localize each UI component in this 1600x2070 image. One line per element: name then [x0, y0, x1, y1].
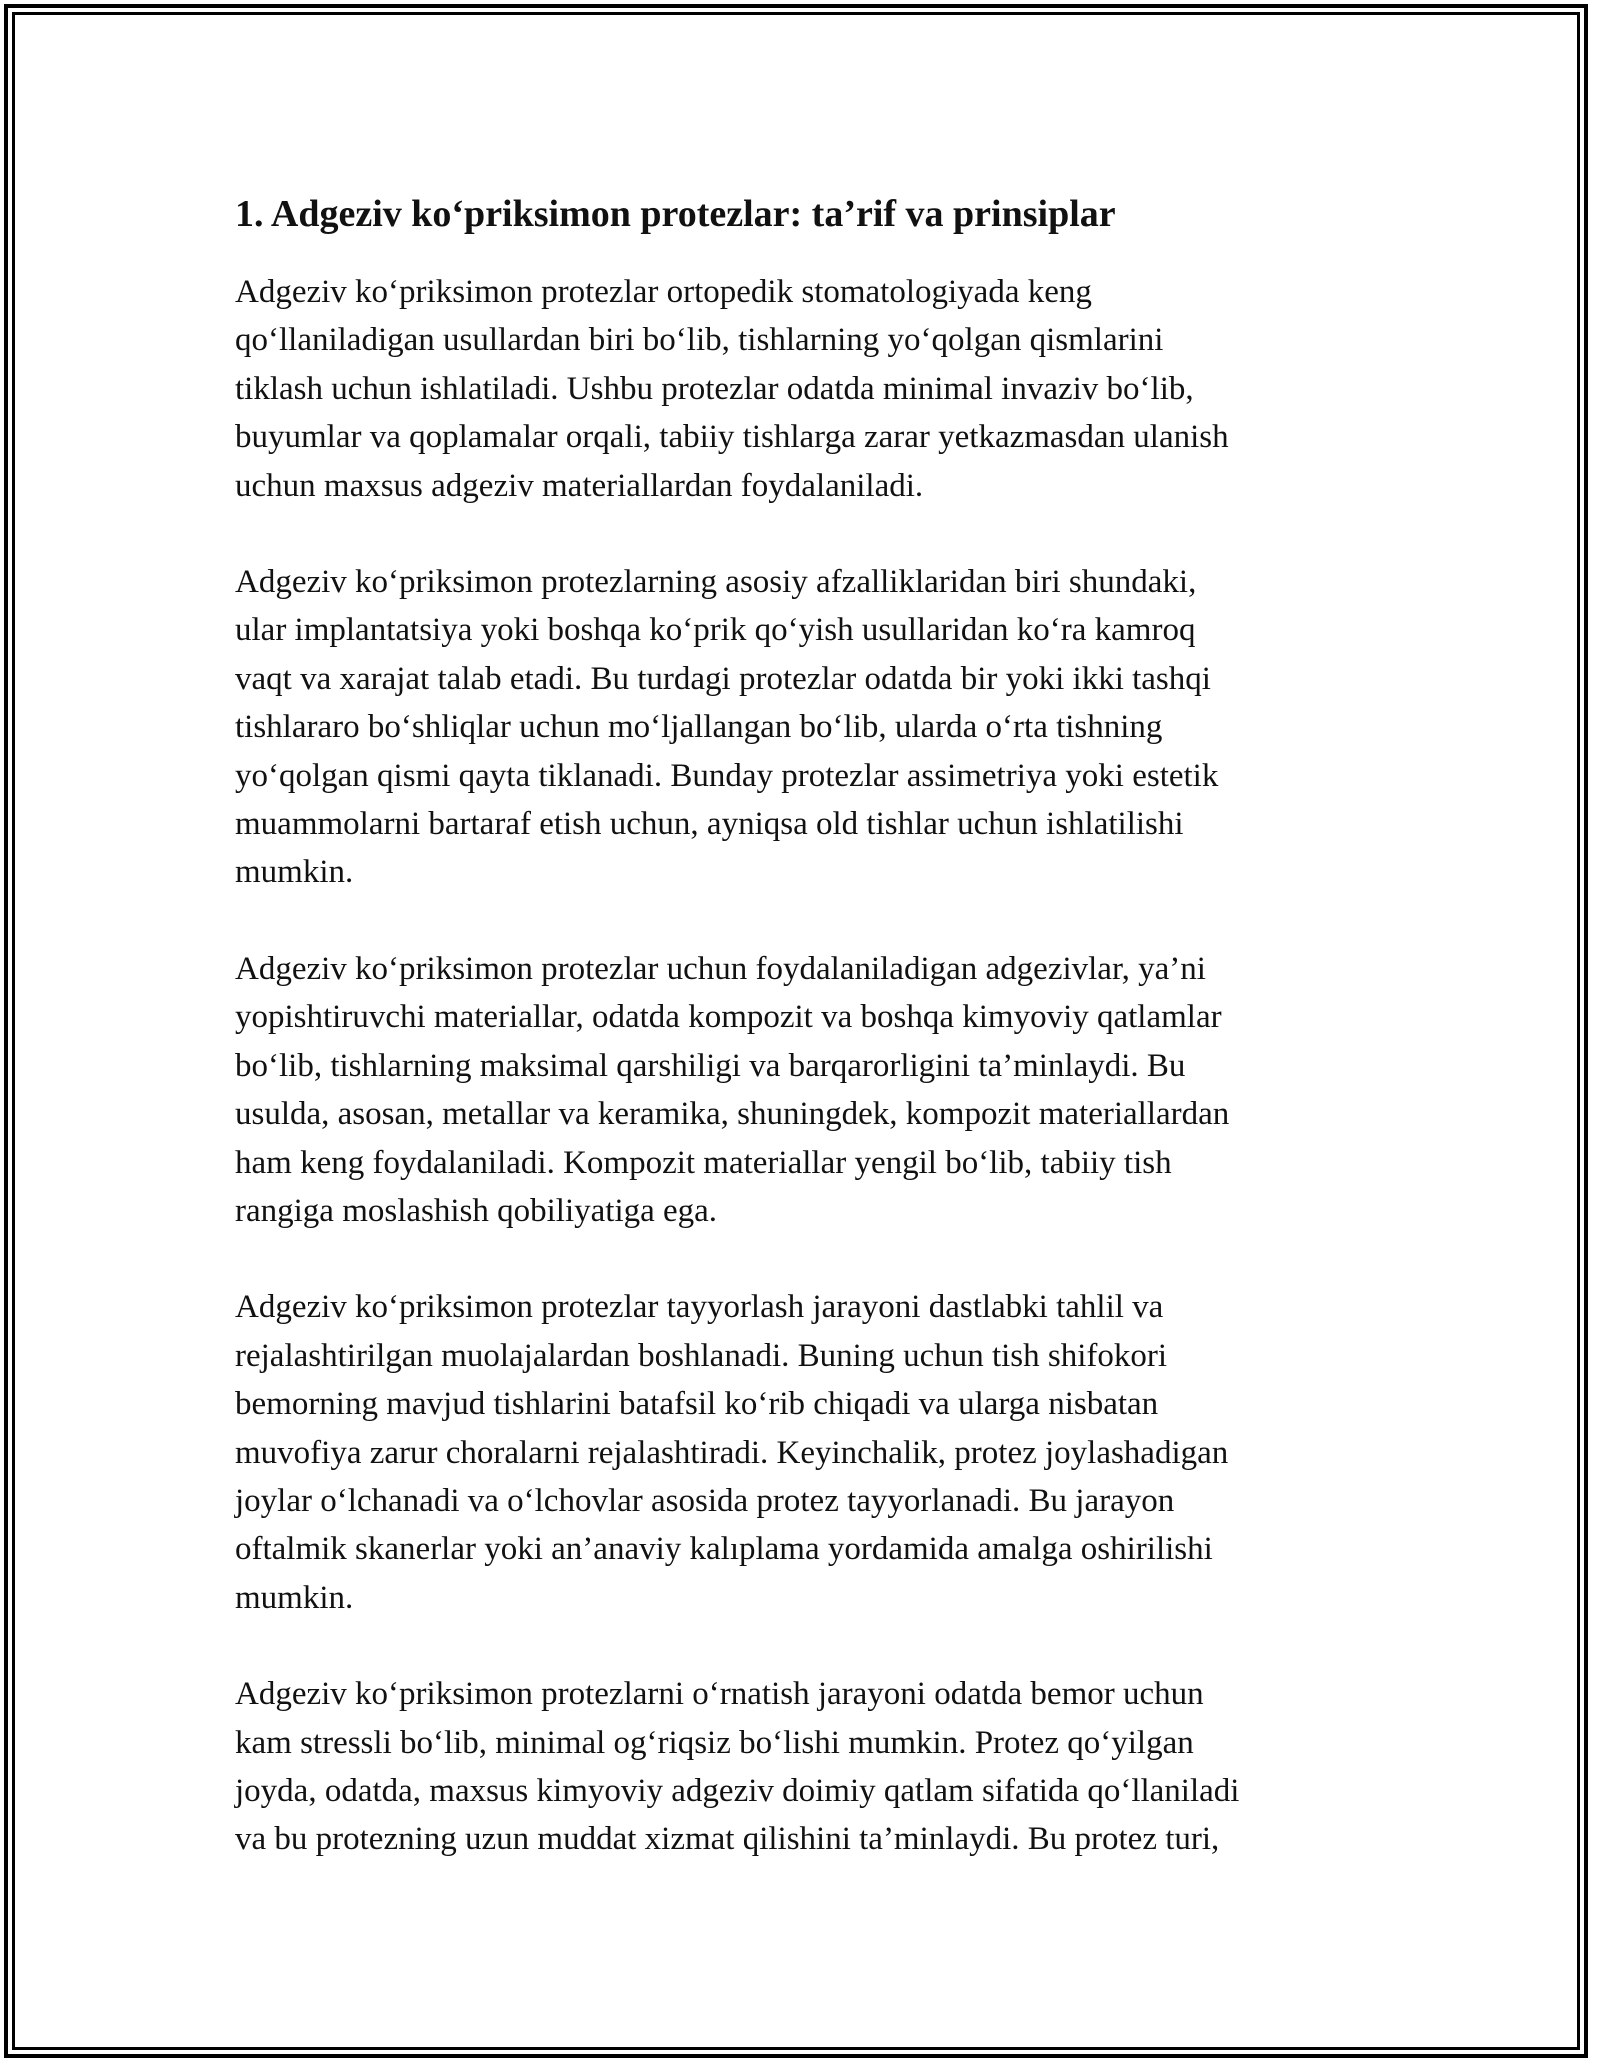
paragraph-line: boʻlib, tishlarning maksimal qarshiligi va barqarorligini ta’minlaydi. Bu: [235, 1047, 1186, 1084]
paragraph: [235, 558, 1365, 897]
paragraph-line: tiklash uchun ishlatiladi. Ushbu protezlar odatda minimal invaziv boʻlib,: [235, 370, 1194, 407]
paragraph-line: yoʻqolgan qismi qayta tiklanadi. Bunday protezlar assimetriya yoki estetik: [235, 757, 1219, 794]
paragraph-line: joylar oʻlchanadi va oʻlchovlar asosida protez tayyorlanadi. Bu jarayon: [235, 1482, 1175, 1519]
paragraph-line: usulda, asosan, metallar va keramika, shuningdek, kompozit materiallardan: [235, 1096, 1230, 1133]
paragraph-line: bemorning mavjud tishlarini batafsil koʻrib chiqadi va ularga nisbatan: [235, 1386, 1159, 1423]
paragraph-list: [235, 268, 1365, 1864]
paragraph-line: ular implantatsiya yoki boshqa koʻprik qoʻyish usullaridan koʻra kamroq: [235, 612, 1196, 649]
paragraph-line: qoʻllaniladigan usullardan biri boʻlib, tishlarning yoʻqolgan qismlarini: [235, 322, 1164, 359]
paragraph-line: rejalashtirilgan muolajalardan boshlanadi. Buning uchun tish shifokori: [235, 1337, 1168, 1374]
paragraph: [235, 1670, 1365, 1864]
document-body: [235, 186, 1365, 1912]
paragraph-line: Adgeziv koʻpriksimon protezlarning asosiy afzalliklaridan biri shundaki,: [235, 564, 1197, 601]
paragraph-line: joyda, odatda, maxsus kimyoviy adgeziv doimiy qatlam sifatida qoʻllaniladi: [235, 1772, 1240, 1809]
paragraph-line: vaqt va xarajat talab etadi. Bu turdagi protezlar odatda bir yoki ikki tashqi: [235, 660, 1211, 697]
paragraph-line: Adgeziv koʻpriksimon protezlar ortopedik stomatologiyada keng: [235, 274, 1092, 310]
paragraph-line: ham keng foydalaniladi. Kompozit materiallar yengil boʻlib, tabiiy tish: [235, 1144, 1172, 1181]
paragraph-line: mumkin.: [235, 854, 354, 891]
paragraph: [235, 268, 1365, 510]
paragraph-line: rangiga moslashish qobiliyatiga ega.: [235, 1192, 718, 1229]
paragraph-line: buyumlar va qoplamalar orqali, tabiiy tishlarga zarar yetkazmasdan ulanish: [235, 419, 1229, 456]
paragraph-line: va bu protezning uzun muddat xizmat qilishini ta’minlaydi. Bu protez turi,: [235, 1821, 1220, 1858]
paragraph-line: mumkin.: [235, 1579, 354, 1616]
section-heading: 1. Adgeziv koʻpriksimon protezlar: ta’rif va prinsiplar: [235, 193, 1116, 235]
paragraph-line: uchun maxsus adgeziv materiallardan foydalaniladi.: [235, 467, 924, 504]
paragraph-line: Adgeziv koʻpriksimon protezlarni oʻrnatish jarayoni odatda bemor uchun: [235, 1676, 1204, 1713]
paragraph: [235, 945, 1365, 1235]
paragraph-line: kam stressli boʻlib, minimal ogʻriqsiz boʻlishi mumkin. Protez qoʻyilgan: [235, 1724, 1194, 1761]
paragraph-line: oftalmik skanerlar yoki an’anaviy kalıplama yordamida amalga oshirilishi: [235, 1531, 1213, 1568]
paragraph-line: tishlararo boʻshliqlar uchun moʻljallangan boʻlib, ularda oʻrta tishning: [235, 709, 1163, 746]
paragraph-line: Adgeziv koʻpriksimon protezlar tayyorlash jarayoni dastlabki tahlil va: [235, 1289, 1164, 1326]
paragraph-line: Adgeziv koʻpriksimon protezlar uchun foydalaniladigan adgezivlar, ya’ni: [235, 950, 1206, 987]
paragraph-line: muvofiya zarur choralarni rejalashtiradi. Keyinchalik, protez joylashadigan: [235, 1434, 1229, 1471]
paragraph-line: yopishtiruvchi materiallar, odatda kompozit va boshqa kimyoviy qatlamlar: [235, 999, 1222, 1036]
paragraph-line: muammolarni bartaraf etish uchun, ayniqsa old tishlar uchun ishlatilishi: [235, 806, 1184, 843]
paragraph: [235, 1283, 1365, 1622]
